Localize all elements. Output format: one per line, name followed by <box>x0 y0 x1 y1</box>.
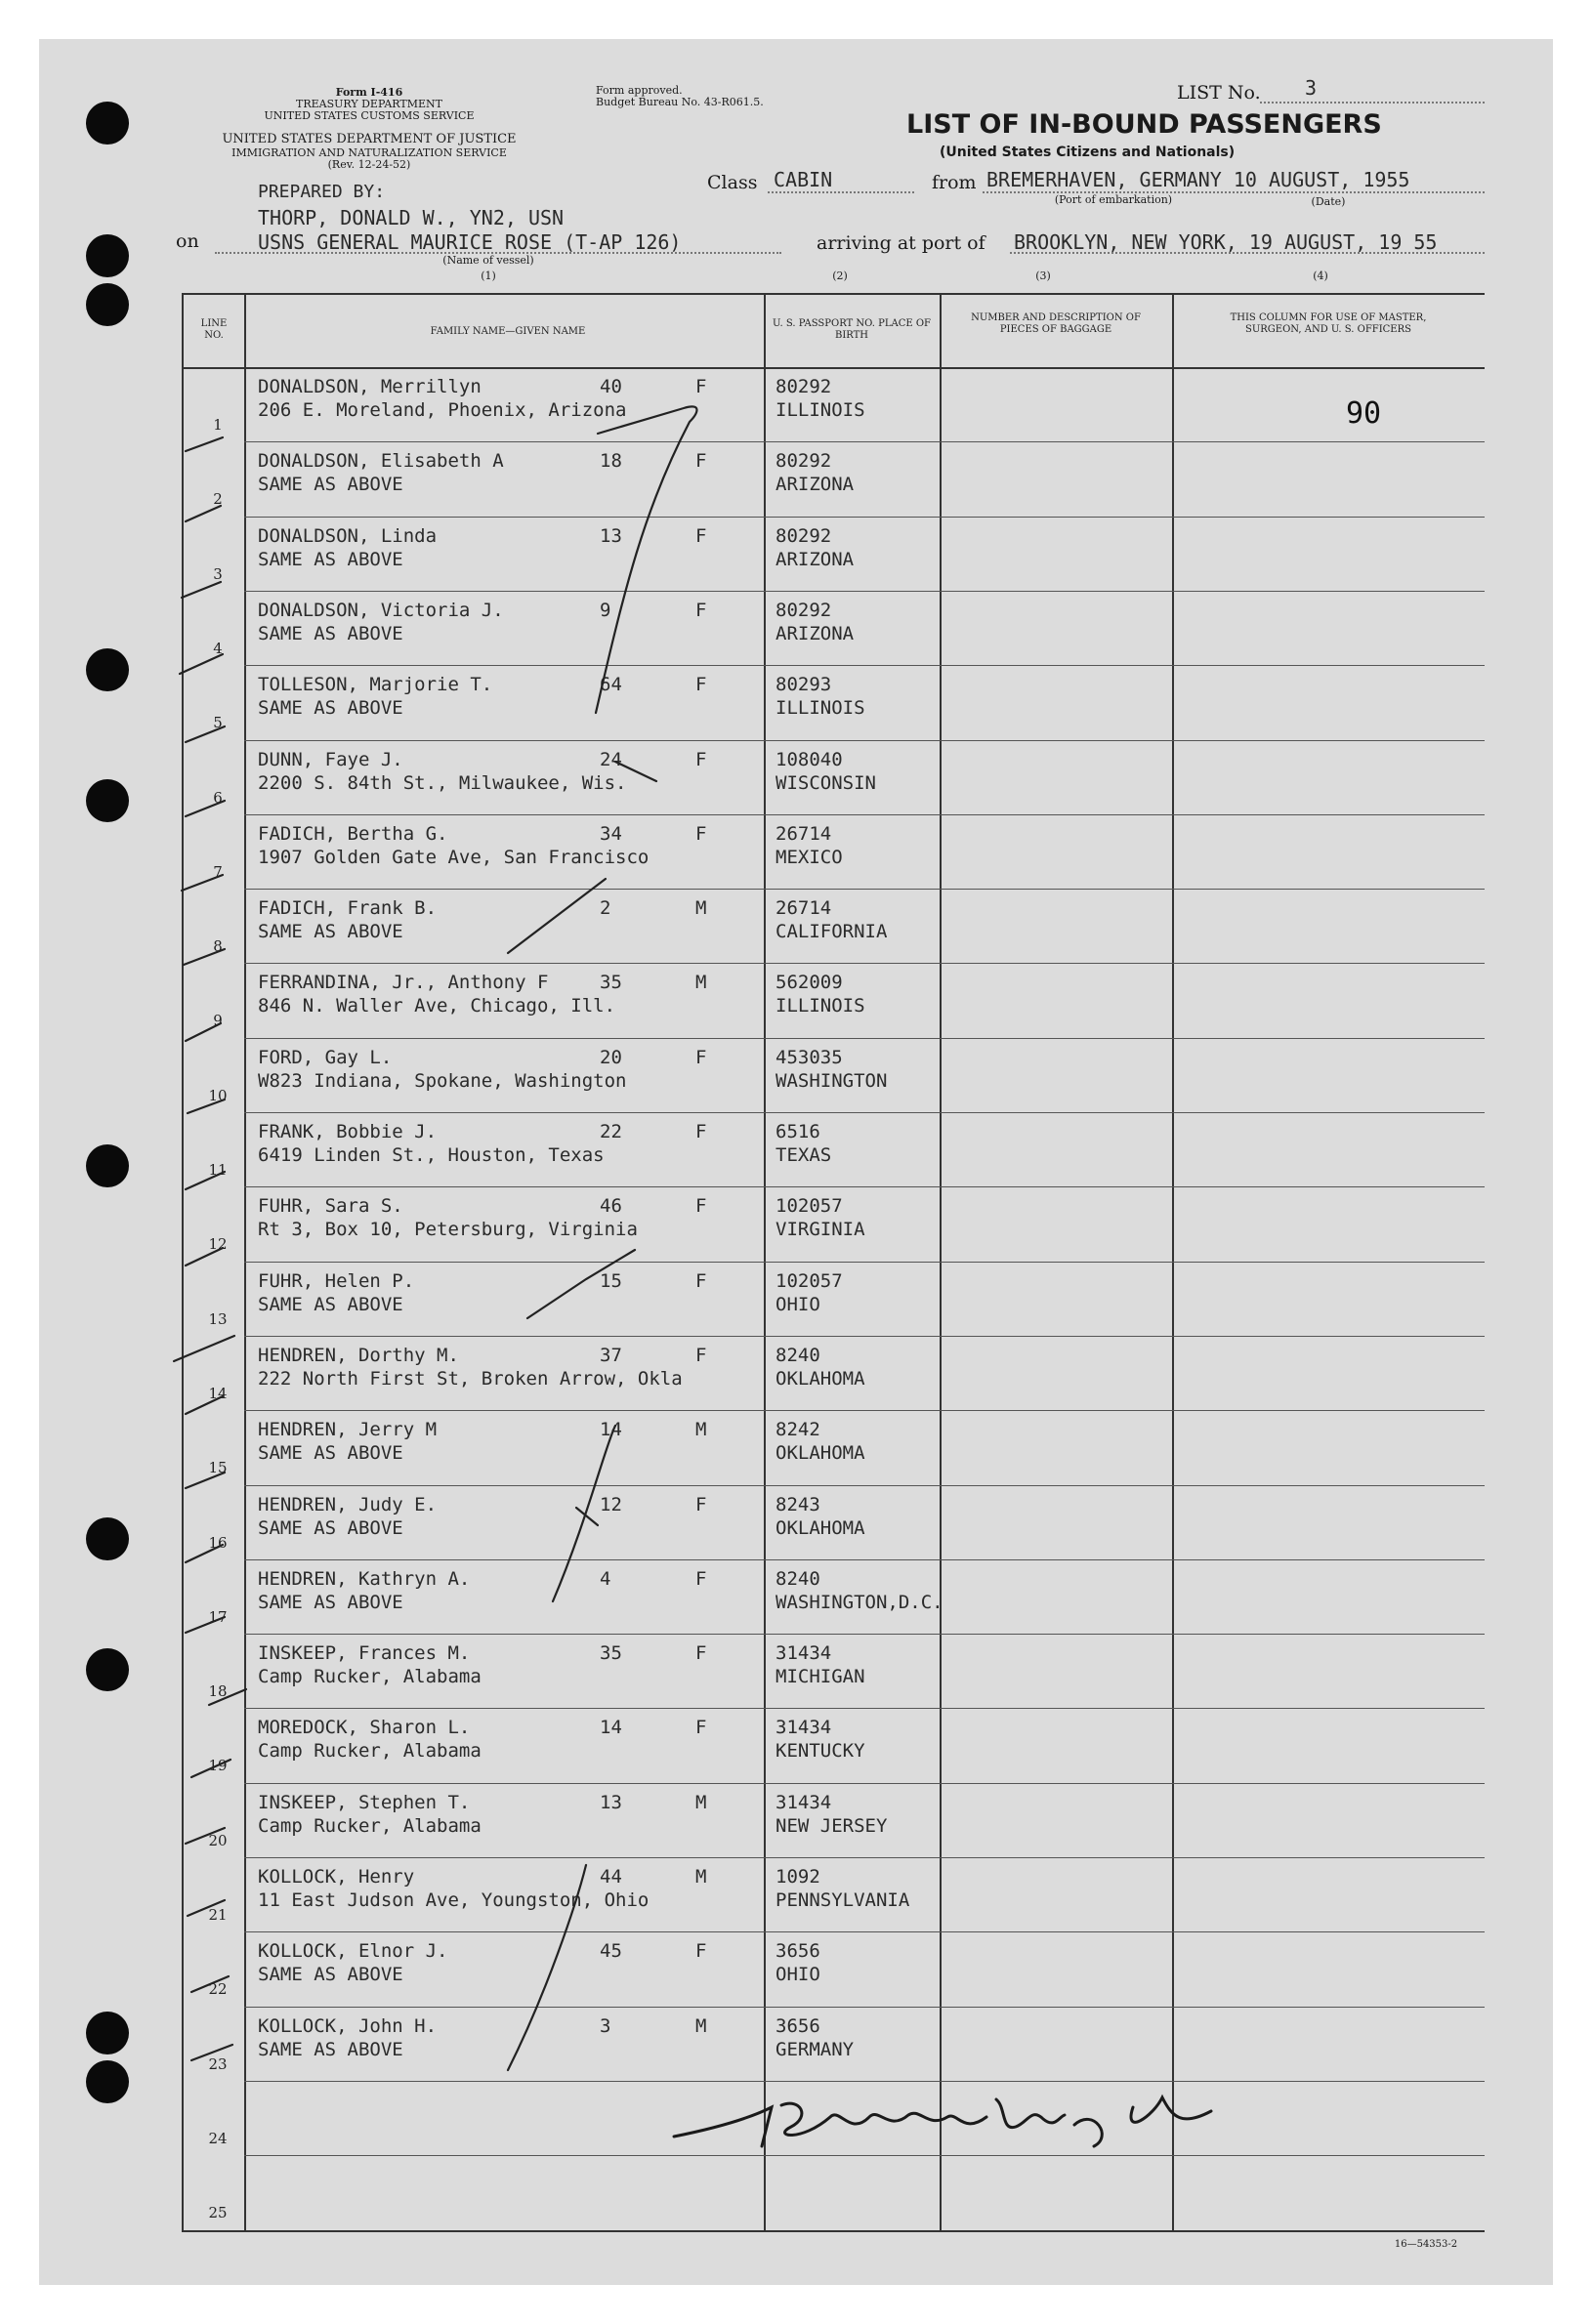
header-officers: THIS COLUMN FOR USE OF MASTER, SURGEON, AND U. S. OFFICERS <box>1230 312 1427 335</box>
passenger-sex: M <box>695 972 707 993</box>
passport-number: 3656 <box>776 2015 820 2037</box>
passenger-age: 13 <box>600 1792 622 1813</box>
passenger-address: Camp Rucker, Alabama <box>258 1740 482 1762</box>
passenger-sex: F <box>695 376 707 397</box>
place-of-birth: GERMANY <box>776 2039 855 2060</box>
passenger-address: 206 E. Moreland, Phoenix, Arizona <box>258 399 627 421</box>
on-label: on <box>176 230 199 252</box>
place-of-birth: KENTUCKY <box>776 1740 865 1762</box>
class-label: Class <box>707 172 758 193</box>
passenger-name: FADICH, Frank B. <box>258 897 438 919</box>
passenger-sex: M <box>695 2015 707 2037</box>
passenger-name: FRANK, Bobbie J. <box>258 1121 438 1142</box>
place-of-birth: OKLAHOMA <box>776 1368 865 1390</box>
passenger-name: HENDREN, Jerry M <box>258 1419 438 1440</box>
row-line-number: 22 <box>208 1980 228 1998</box>
budget-bureau: Budget Bureau No. 43-R061.5. <box>596 96 764 108</box>
passenger-name: KOLLOCK, Elnor J. <box>258 1940 448 1962</box>
place-of-birth: MICHIGAN <box>776 1666 865 1687</box>
passenger-sex: F <box>695 1717 707 1738</box>
place-of-birth: MEXICO <box>776 847 843 868</box>
passenger-address: W823 Indiana, Spokane, Washington <box>258 1070 627 1092</box>
place-of-birth: PENNSYLVANIA <box>776 1889 910 1911</box>
passport-number: 80292 <box>776 600 832 621</box>
passenger-sex: F <box>695 1494 707 1515</box>
port-embark-caption: (Port of embarkation) <box>1054 193 1173 206</box>
passenger-age: 12 <box>600 1494 622 1515</box>
passenger-name: FUHR, Sara S. <box>258 1195 403 1217</box>
passenger-sex: F <box>695 823 707 845</box>
place-of-birth: OKLAHOMA <box>776 1517 865 1539</box>
row-line-number: 24 <box>208 2130 228 2147</box>
passport-number: 102057 <box>776 1270 843 1292</box>
header-baggage: NUMBER AND DESCRIPTION OF PIECES OF BAGGAGE <box>971 312 1141 335</box>
passport-number: 26714 <box>776 897 832 919</box>
officer-signature <box>664 2078 1270 2166</box>
row-line-number: 4 <box>213 640 223 657</box>
passport-number: 80293 <box>776 674 832 695</box>
passenger-age: 40 <box>600 376 622 397</box>
ins-service: IMMIGRATION AND NATURALIZATION SERVICE <box>231 146 507 159</box>
row-line-number: 13 <box>208 1310 228 1328</box>
passenger-age: 24 <box>600 749 622 770</box>
prepared-by-value: THORP, DONALD W., YN2, USN <box>258 206 565 229</box>
passenger-age: 37 <box>600 1345 622 1366</box>
passenger-address: 846 N. Waller Ave, Chicago, Ill. <box>258 995 616 1017</box>
passenger-name: KOLLOCK, Henry <box>258 1866 415 1888</box>
passenger-name: DONALDSON, Linda <box>258 525 438 547</box>
passenger-address: 6419 Linden St., Houston, Texas <box>258 1144 605 1166</box>
row-line-number: 16 <box>208 1534 228 1552</box>
passenger-address: SAME AS ABOVE <box>258 474 403 495</box>
footer-code: 16—54353-2 <box>1394 2239 1458 2250</box>
passport-number: 453035 <box>776 1047 843 1068</box>
passenger-name: FADICH, Bertha G. <box>258 823 448 845</box>
passenger-sex: F <box>695 1121 707 1142</box>
passenger-name: FORD, Gay L. <box>258 1047 393 1068</box>
passenger-sex: F <box>695 525 707 547</box>
passenger-name: TOLLESON, Marjorie T. <box>258 674 493 695</box>
passenger-sex: F <box>695 1195 707 1217</box>
from-label: from <box>932 172 977 193</box>
row-line-number: 23 <box>208 2055 228 2073</box>
place-of-birth: WISCONSIN <box>776 772 876 794</box>
passenger-sex: F <box>695 1568 707 1590</box>
justice-dept: UNITED STATES DEPARTMENT OF JUSTICE <box>222 132 517 146</box>
place-of-birth: ILLINOIS <box>776 995 865 1017</box>
row-line-number: 8 <box>213 937 223 955</box>
document-subtitle: (United States Citizens and Nationals) <box>940 145 1236 160</box>
passenger-name: INSKEEP, Frances M. <box>258 1642 471 1664</box>
list-no-label: LIST No. <box>1177 82 1261 104</box>
place-of-birth: VIRGINIA <box>776 1219 865 1240</box>
place-of-birth: OHIO <box>776 1964 820 1985</box>
passenger-address: SAME AS ABOVE <box>258 2039 403 2060</box>
row-line-number: 25 <box>208 2204 228 2221</box>
passenger-name: HENDREN, Judy E. <box>258 1494 438 1515</box>
customs-service: UNITED STATES CUSTOMS SERVICE <box>264 109 475 122</box>
passenger-age: 9 <box>600 600 611 621</box>
row-line-number: 21 <box>208 1906 228 1924</box>
passenger-name: HENDREN, Kathryn A. <box>258 1568 471 1590</box>
passenger-age: 14 <box>600 1717 622 1738</box>
passenger-sex: M <box>695 1792 707 1813</box>
passenger-address: Camp Rucker, Alabama <box>258 1666 482 1687</box>
place-of-birth: ILLINOIS <box>776 399 865 421</box>
row-line-number: 17 <box>208 1608 228 1626</box>
passport-number: 102057 <box>776 1195 843 1217</box>
passport-number: 26714 <box>776 823 832 845</box>
passenger-address: SAME AS ABOVE <box>258 921 403 942</box>
form-approved: Form approved. <box>596 84 683 97</box>
passenger-age: 35 <box>600 1642 622 1664</box>
row-line-number: 20 <box>208 1832 228 1849</box>
passenger-age: 44 <box>600 1866 622 1888</box>
row-line-number: 6 <box>213 789 223 807</box>
passenger-age: 4 <box>600 1568 611 1590</box>
header-passport: U. S. PASSPORT NO. PLACE OF BIRTH <box>773 318 931 341</box>
passenger-name: INSKEEP, Stephen T. <box>258 1792 471 1813</box>
row-line-number: 18 <box>208 1682 228 1700</box>
passport-number: 8242 <box>776 1419 820 1440</box>
passport-number: 562009 <box>776 972 843 993</box>
passenger-address: Camp Rucker, Alabama <box>258 1815 482 1837</box>
place-of-birth: WASHINGTON <box>776 1070 888 1092</box>
passenger-sex: F <box>695 450 707 472</box>
passport-number: 8240 <box>776 1345 820 1366</box>
passenger-name: MOREDOCK, Sharon L. <box>258 1717 471 1738</box>
col-num-3: (3) <box>1035 270 1051 282</box>
passenger-name: DUNN, Faye J. <box>258 749 403 770</box>
place-of-birth: CALIFORNIA <box>776 921 888 942</box>
passenger-sex: M <box>695 1866 707 1888</box>
passport-number: 80292 <box>776 376 832 397</box>
row-line-number: 7 <box>213 863 223 881</box>
passenger-address: SAME AS ABOVE <box>258 1517 403 1539</box>
list-no-value: 3 <box>1305 76 1318 100</box>
passport-number: 80292 <box>776 525 832 547</box>
passenger-sex: M <box>695 1419 707 1440</box>
row-line-number: 11 <box>208 1161 228 1179</box>
row-line-number: 5 <box>213 714 223 731</box>
col-num-2: (2) <box>832 270 848 282</box>
passenger-age: 35 <box>600 972 622 993</box>
passenger-age: 15 <box>600 1270 622 1292</box>
class-value: CABIN <box>774 168 833 191</box>
form-number: Form I-416 <box>335 86 403 99</box>
passport-number: 8243 <box>776 1494 820 1515</box>
row-line-number: 3 <box>213 565 223 583</box>
passenger-age: 20 <box>600 1047 622 1068</box>
col-num-4: (4) <box>1313 270 1328 282</box>
passenger-age: 13 <box>600 525 622 547</box>
passenger-name: KOLLOCK, John H. <box>258 2015 438 2037</box>
passenger-address: 11 East Judson Ave, Youngston, Ohio <box>258 1889 650 1911</box>
header-name: FAMILY NAME—GIVEN NAME <box>430 326 586 337</box>
passenger-name: DONALDSON, Merrillyn <box>258 376 482 397</box>
row-line-number: 14 <box>208 1385 228 1402</box>
passenger-address: 222 North First St, Broken Arrow, Okla <box>258 1368 683 1390</box>
row-line-number: 9 <box>213 1012 223 1029</box>
passenger-sex: F <box>695 1345 707 1366</box>
passenger-sex: F <box>695 1270 707 1292</box>
treasury-dept: TREASURY DEPARTMENT <box>296 98 442 110</box>
row-line-number: 1 <box>213 416 223 434</box>
passenger-sex: F <box>695 749 707 770</box>
passenger-age: 14 <box>600 1419 622 1440</box>
row-line-number: 12 <box>208 1235 228 1253</box>
passport-number: 108040 <box>776 749 843 770</box>
prepared-by-label: PREPARED BY: <box>258 182 386 202</box>
passenger-address: 2200 S. 84th St., Milwaukee, Wis. <box>258 772 627 794</box>
passenger-address: SAME AS ABOVE <box>258 623 403 644</box>
place-of-birth: ARIZONA <box>776 549 855 570</box>
passport-number: 31434 <box>776 1792 832 1813</box>
passenger-age: 34 <box>600 823 622 845</box>
passenger-address: SAME AS ABOVE <box>258 1964 403 1985</box>
place-of-birth: ARIZONA <box>776 474 855 495</box>
passenger-address: SAME AS ABOVE <box>258 697 403 719</box>
place-of-birth: OKLAHOMA <box>776 1442 865 1464</box>
passenger-name: FUHR, Helen P. <box>258 1270 415 1292</box>
passport-number: 3656 <box>776 1940 820 1962</box>
passport-number: 8240 <box>776 1568 820 1590</box>
passenger-age: 3 <box>600 2015 611 2037</box>
passenger-address: SAME AS ABOVE <box>258 1294 403 1315</box>
passenger-age: 45 <box>600 1940 622 1962</box>
vessel-name: USNS GENERAL MAURICE ROSE (T-AP 126) <box>258 230 682 254</box>
passenger-sex: F <box>695 674 707 695</box>
passport-number: 6516 <box>776 1121 820 1142</box>
passport-number: 31434 <box>776 1717 832 1738</box>
place-of-birth: ILLINOIS <box>776 697 865 719</box>
passenger-sex: F <box>695 1940 707 1962</box>
passenger-sex: F <box>695 600 707 621</box>
header-line-no: LINE NO. <box>200 318 228 341</box>
place-of-birth: TEXAS <box>776 1144 832 1166</box>
form-revision: (Rev. 12-24-52) <box>327 158 411 171</box>
passenger-name: FERRANDINA, Jr., Anthony F <box>258 972 549 993</box>
passenger-age: 18 <box>600 450 622 472</box>
passenger-address: SAME AS ABOVE <box>258 549 403 570</box>
place-of-birth: WASHINGTON,D.C. <box>776 1592 943 1613</box>
passenger-age: 46 <box>600 1195 622 1217</box>
passenger-name: HENDREN, Dorthy M. <box>258 1345 459 1366</box>
place-of-birth: ARIZONA <box>776 623 855 644</box>
passenger-sex: F <box>695 1642 707 1664</box>
row-line-number: 10 <box>208 1087 228 1104</box>
row-line-number: 19 <box>208 1757 228 1774</box>
from-value: BREMERHAVEN, GERMANY 10 AUGUST, 1955 <box>986 168 1410 191</box>
place-of-birth: NEW JERSEY <box>776 1815 888 1837</box>
passenger-address: SAME AS ABOVE <box>258 1442 403 1464</box>
passenger-age: 22 <box>600 1121 622 1142</box>
passenger-address: 1907 Golden Gate Ave, San Francisco <box>258 847 650 868</box>
passport-number: 80292 <box>776 450 832 472</box>
document-title: LIST OF IN-BOUND PASSENGERS <box>906 109 1382 140</box>
passenger-age: 64 <box>600 674 622 695</box>
passport-number: 1092 <box>776 1866 820 1888</box>
row-line-number: 2 <box>213 490 223 508</box>
arriving-label: arriving at port of <box>817 232 985 254</box>
col-num-1: (1) <box>481 270 496 282</box>
row-line-number: 15 <box>208 1459 228 1476</box>
officer-note: 90 <box>1346 396 1382 431</box>
vessel-caption: (Name of vessel) <box>442 254 534 267</box>
passport-number: 31434 <box>776 1642 832 1664</box>
passenger-address: SAME AS ABOVE <box>258 1592 403 1613</box>
date-caption: (Date) <box>1311 195 1346 208</box>
passenger-sex: F <box>695 1047 707 1068</box>
passenger-name: DONALDSON, Elisabeth A <box>258 450 504 472</box>
passenger-age: 2 <box>600 897 611 919</box>
arriving-value: BROOKLYN, NEW YORK, 19 AUGUST, 19 55 <box>1014 230 1438 254</box>
passenger-name: DONALDSON, Victoria J. <box>258 600 504 621</box>
place-of-birth: OHIO <box>776 1294 820 1315</box>
passenger-sex: M <box>695 897 707 919</box>
passenger-address: Rt 3, Box 10, Petersburg, Virginia <box>258 1219 638 1240</box>
